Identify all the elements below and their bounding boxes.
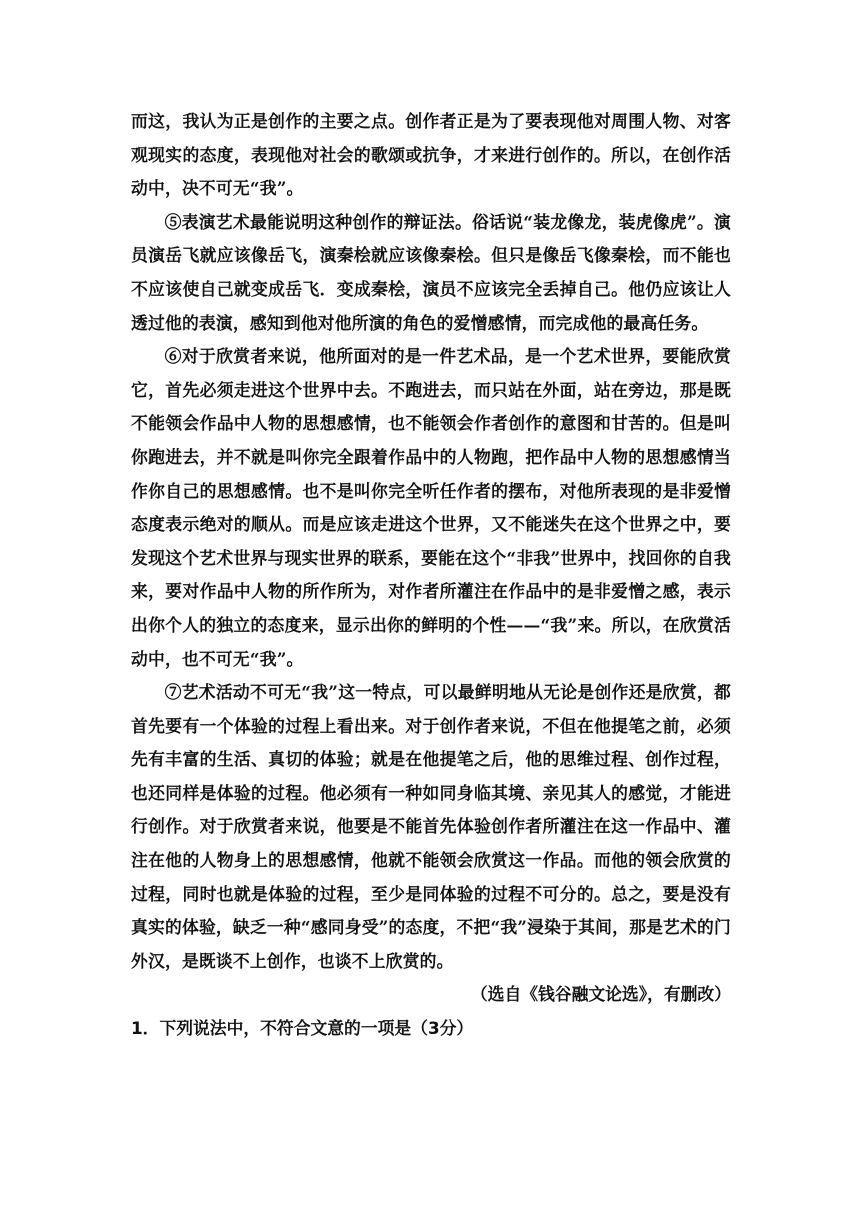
paragraph-continued: 而这，我认为正是创作的主要之点。创作者正是为了要表现他对周围人物、对客观现实的态度，表现他对社会的歌颂或抗争，才来进行创作的。所以，在创作活动中，决不可无“我”。 [131, 111, 731, 199]
paragraph-7: ⑦艺术活动不可无“我”这一特点，可以最鲜明地从无论是创作还是欣赏，都首先要有一个体验的过程上看出来。对于创作者来说，不但在他提笔之前，必须先有丰富的生活、真切的体验；就是在他提笔之后，他的思维过程、创作过程，也还同样是体验的过程。他必须有一种如同身临其境、亲见其人的感觉，才能进行创作。对于欣赏者来说，他要是不能首先体验创作者所灌注在这一作品中、灌注在他的人物身上的思想感情，他就不能领会欣赏这一作品。而他的领会欣赏的过程，同时也就是体验的过程，至少是同体验的过程不可分的。总之，要是没有真实的体验，缺乏一种“感同身受”的态度，不把“我”浸染于其间，那是艺术的门外汉，是既谈不上创作，也谈不上欣赏的。 [131, 682, 731, 971]
document-page [131, 105, 731, 1046]
question-1: 1．下列说法中，不符合文意的一项是（3分） [131, 1018, 474, 1039]
paragraph-6: ⑥对于欣赏者来说，他所面对的是一件艺术品，是一个艺术世界，要能欣赏它，首先必须走进这个世界中去。不跑进去，而只站在外面，站在旁边，那是既不能领会作品中人物的思想感情，也不能领会作者创作的意图和甘苦的。但是叫你跑进去，并不就是叫你完全跟着作品中的人物跑，把作品中人物的思想感情当作你自己的思想感情。也不是叫你完全听任作者的摆布，对他所表现的是非爱憎态度表示绝对的顺从。而是应该走进这个世界，又不能迷失在这个世界之中，要发现这个艺术世界与现实世界的联系，要能在这个“非我”世界中，找回你的自我来，要对作品中人物的所作所为，对作者所灌注在作品中的是非爱憎之感，表示出你个人的独立的态度来，显示出你的鲜明的个性——“我”来。所以，在欣赏活动中，也不可无“我”。 [131, 346, 731, 669]
source-citation: （选自《钱谷融文论选》，有删改） [470, 984, 731, 1005]
paragraph-5: ⑤表演艺术最能说明这种创作的辩证法。俗话说“装龙像龙，装虎像虎”。演员演岳飞就应该像岳飞，演秦桧就应该像秦桧。但只是像岳飞像秦桧，而不能也不应该使自己就变成岳飞．变成秦桧，演员不应该完全丢掉自己。他仍应该让人透过他的表演，感知到他对他所演的角色的爱憎感情，而完成他的最高任务。 [131, 211, 731, 333]
